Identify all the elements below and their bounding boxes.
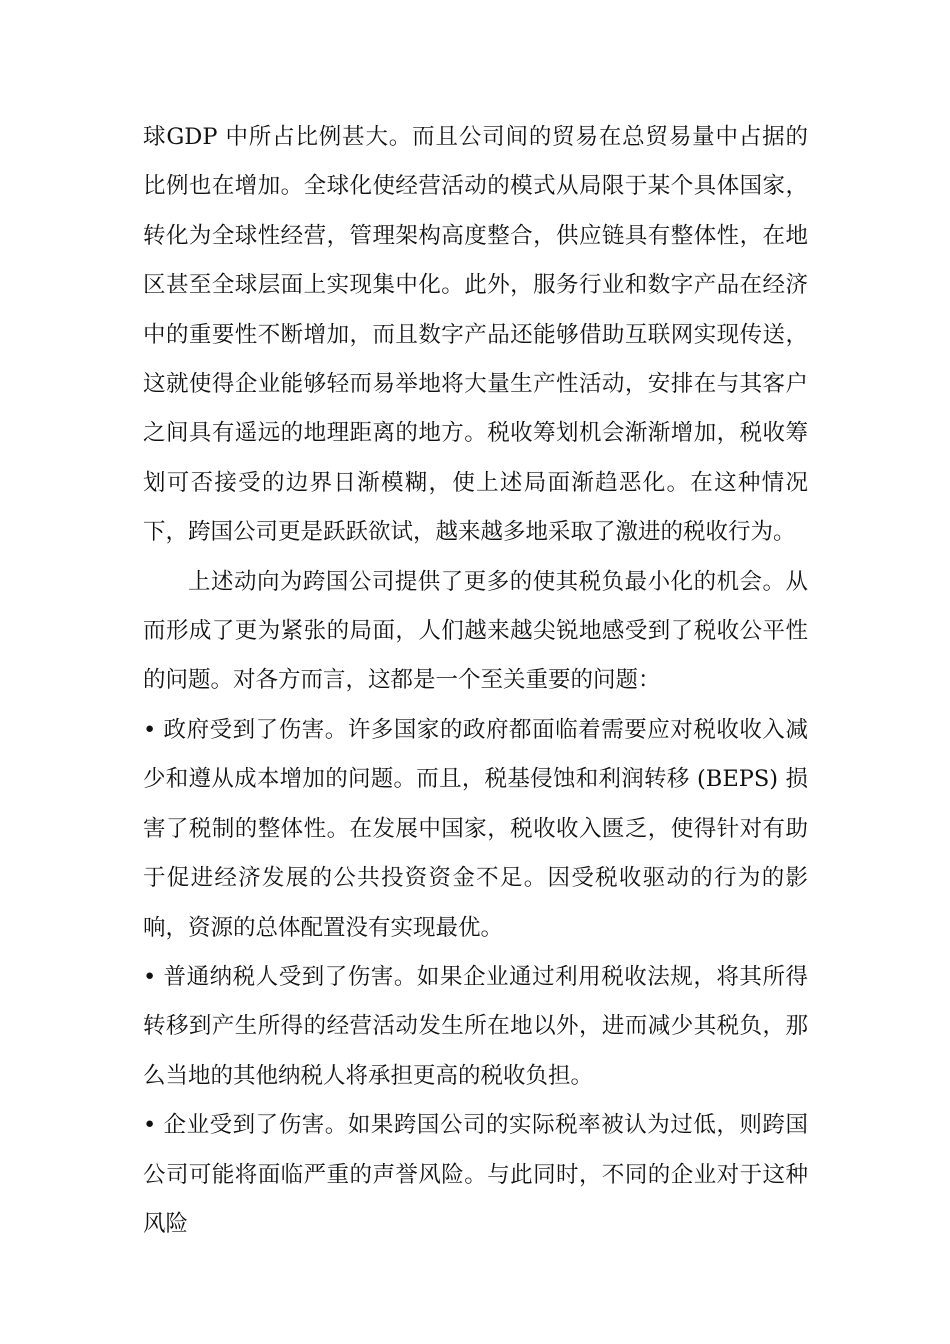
paragraph-intro: 上述动向为跨国公司提供了更多的使其税负最小化的机会。从而形成了更为紧张的局面，人们越来越尖锐地感受到了税收公平性的问题。对各方而言，这都是一个至关重要的问题： [143, 568, 808, 694]
bullet-text: 许多国家的政府都面临着需要应对税收收入减少和遵从成本增加的问题。而且，税基侵蚀和利润转移 (BEPS) 损害了税制的整体性。在发展中国家，税收收入匮乏，使得针对有助于促进经济发展的公共投资资金不足。因受税收驱动的行为的影响，资源的总体配置没有实现最优。 [143, 716, 808, 941]
bullet-marker: • [143, 1112, 157, 1139]
bullet-marker: • [143, 716, 157, 743]
paragraph-continuation: 球GDP 中所占比例甚大。而且公司间的贸易在总贸易量中占据的比例也在增加。全球化使经营活动的模式从局限于某个具体国家，转化为全球性经营，管理架构高度整合，供应链具有整体性，在地区甚至全球层面上实现集中化。此外，服务行业和数字产品在经济中的重要性不断增加，而且数字产品还能够借助互联网实现传送，这就使得企业能够轻而易举地将大量生产性活动，安排在与其客户之间具有遥远的地理距离的地方。税收筹划机会渐渐增加，税收筹划可否接受的边界日渐模糊，使上述局面渐趋恶化。在这种情况下，跨国公司更是跃跃欲试，越来越多地采取了激进的税收行为。 [143, 124, 808, 546]
bullet-heading: 普通纳税人受到了伤害。 [163, 963, 417, 990]
bullet-text: 如果跨国公司的实际税率被认为过低，则跨国公司可能将面临严重的声誉风险。与此同时，不同的企业对于这种风险 [143, 1112, 808, 1237]
bullet-marker: • [143, 963, 157, 990]
bullet-governments [143, 706, 808, 953]
bullet-heading: 企业受到了伤害。 [163, 1112, 348, 1139]
body-text [143, 113, 808, 1249]
bullet-heading: 政府受到了伤害。 [163, 716, 348, 743]
bullet-businesses [143, 1101, 808, 1249]
bullet-text: 如果企业通过利用税收法规，将其所得转移到产生所得的经营活动发生所在地以外，进而减少其税负，那么当地的其他纳税人将承担更高的税收负担。 [143, 963, 808, 1089]
bullet-taxpayers [143, 953, 808, 1101]
